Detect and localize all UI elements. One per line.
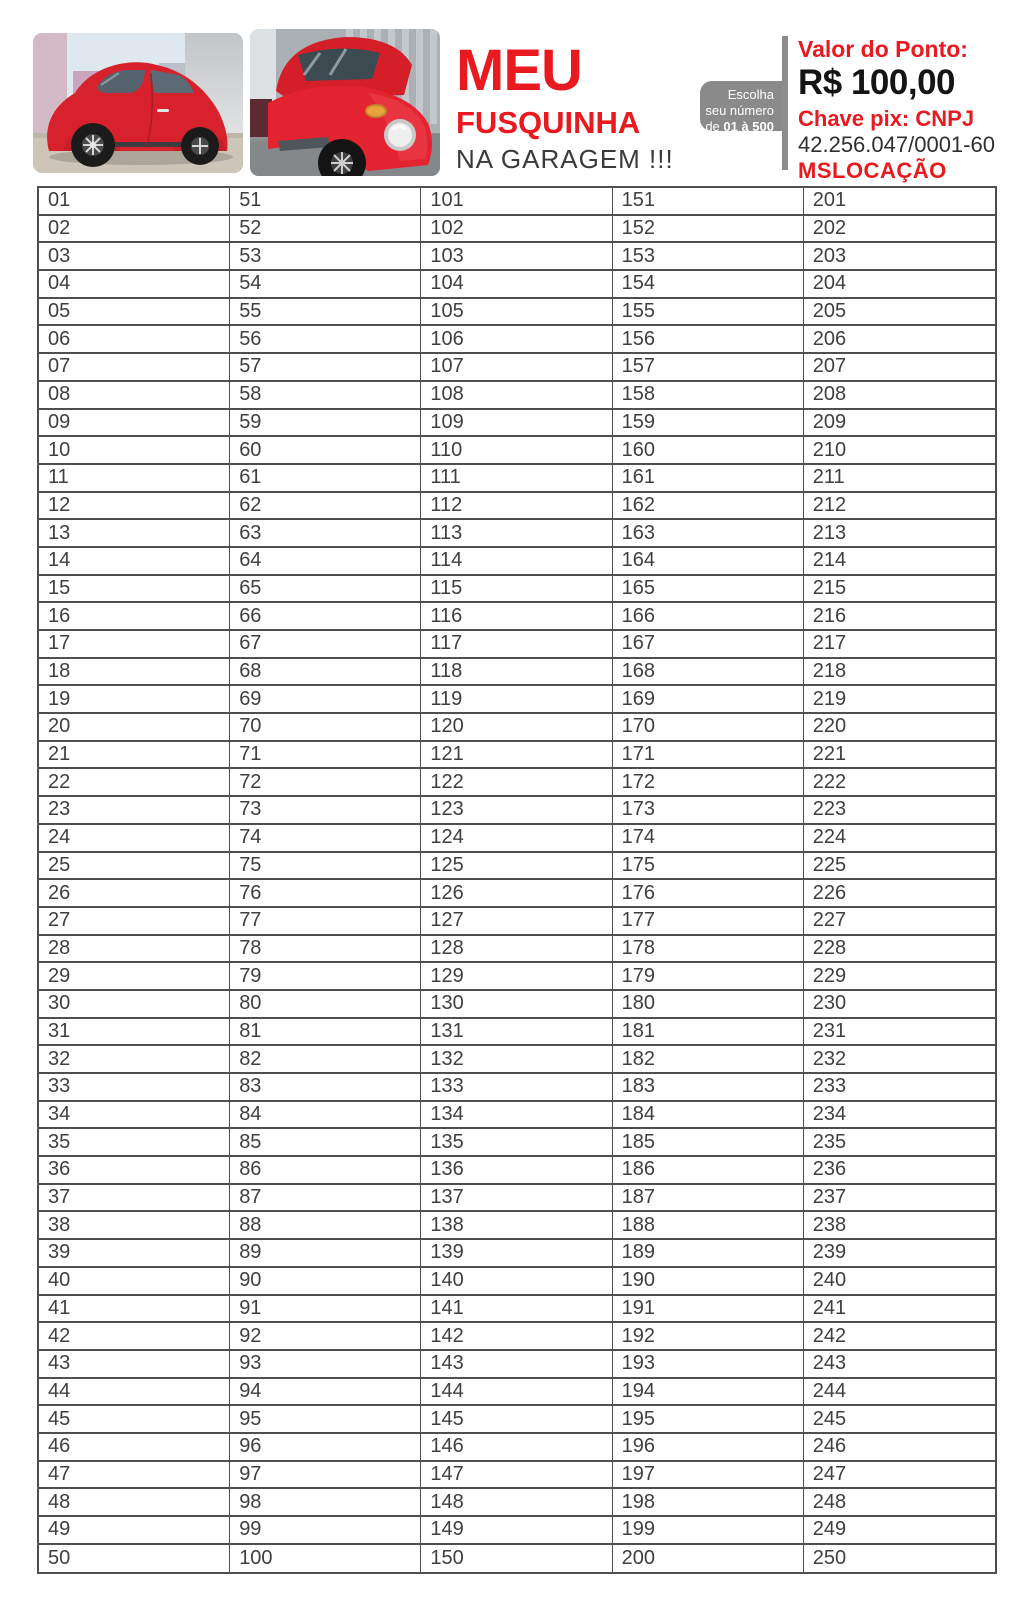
number-cell[interactable]: 100 [230,1545,421,1573]
number-cell[interactable]: 227 [804,908,995,936]
number-cell[interactable]: 144 [421,1379,612,1407]
pix-key-type: CNPJ [915,105,975,131]
number-cell[interactable]: 81 [230,1019,421,1047]
number-cell[interactable]: 24 [39,825,230,853]
number-cell[interactable]: 09 [39,410,230,438]
number-cell[interactable]: 112 [421,493,612,521]
company-name: MSLOCAÇÃO [798,158,947,184]
number-cell[interactable]: 53 [230,243,421,271]
number-cell[interactable]: 228 [804,936,995,964]
number-cell[interactable]: 44 [39,1379,230,1407]
number-cell[interactable]: 93 [230,1351,421,1379]
number-cell[interactable]: 111 [421,465,612,493]
number-cell[interactable]: 192 [613,1323,804,1351]
info-block [798,36,995,184]
number-cell[interactable]: 141 [421,1296,612,1324]
number-cell[interactable]: 56 [230,326,421,354]
number-cell[interactable]: 86 [230,1157,421,1185]
number-cell[interactable]: 110 [421,437,612,465]
number-cell[interactable]: 230 [804,991,995,1019]
number-cell[interactable]: 13 [39,520,230,548]
number-cell[interactable]: 147 [421,1462,612,1490]
number-cell[interactable]: 40 [39,1268,230,1296]
number-cell[interactable]: 138 [421,1212,612,1240]
number-cell[interactable]: 173 [613,797,804,825]
number-cell[interactable]: 04 [39,271,230,299]
number-cell[interactable]: 223 [804,797,995,825]
number-cell[interactable]: 63 [230,520,421,548]
number-cell[interactable]: 177 [613,908,804,936]
number-cell[interactable]: 57 [230,354,421,382]
number-cell[interactable]: 156 [613,326,804,354]
number-cell[interactable]: 166 [613,603,804,631]
number-cell[interactable]: 226 [804,880,995,908]
number-cell[interactable]: 42 [39,1323,230,1351]
number-cell[interactable]: 75 [230,853,421,881]
number-cell[interactable]: 142 [421,1323,612,1351]
number-cell[interactable]: 132 [421,1046,612,1074]
number-cell[interactable]: 29 [39,963,230,991]
badge-line-2: seu número [705,103,774,118]
title-block [456,38,674,174]
number-cell[interactable]: 240 [804,1268,995,1296]
number-cell[interactable]: 235 [804,1129,995,1157]
number-cell[interactable]: 213 [804,520,995,548]
number-cell[interactable]: 224 [804,825,995,853]
number-cell[interactable]: 200 [613,1545,804,1573]
number-cell[interactable]: 215 [804,576,995,604]
number-cell[interactable]: 134 [421,1102,612,1130]
number-cell[interactable]: 106 [421,326,612,354]
number-cell[interactable]: 131 [421,1019,612,1047]
number-cell[interactable]: 33 [39,1074,230,1102]
number-cell[interactable]: 60 [230,437,421,465]
number-cell[interactable]: 48 [39,1489,230,1517]
pix-number: 42.256.047/0001-60 [798,131,995,157]
number-cell[interactable]: 124 [421,825,612,853]
number-cell[interactable]: 174 [613,825,804,853]
number-cell[interactable]: 89 [230,1240,421,1268]
number-cell[interactable]: 74 [230,825,421,853]
number-cell[interactable]: 167 [613,631,804,659]
number-cell[interactable]: 130 [421,991,612,1019]
number-cell[interactable]: 201 [804,188,995,216]
number-cell[interactable]: 234 [804,1102,995,1130]
number-cell[interactable]: 168 [613,659,804,687]
number-cell[interactable]: 170 [613,714,804,742]
number-cell[interactable]: 249 [804,1517,995,1545]
number-cell[interactable]: 88 [230,1212,421,1240]
number-cell[interactable]: 43 [39,1351,230,1379]
number-cell[interactable]: 163 [613,520,804,548]
number-cell[interactable]: 126 [421,880,612,908]
number-cell[interactable]: 250 [812,1547,847,1570]
number-cell[interactable]: 73 [230,797,421,825]
number-cell[interactable]: 76 [230,880,421,908]
number-cell[interactable]: 83 [230,1074,421,1102]
number-cell[interactable]: 25 [39,853,230,881]
number-cell[interactable]: 178 [613,936,804,964]
number-cell[interactable]: 95 [230,1406,421,1434]
number-cell[interactable]: 12 [39,493,230,521]
number-cell[interactable]: 54 [230,271,421,299]
number-cell[interactable]: 233 [804,1074,995,1102]
number-cell[interactable]: 26 [39,880,230,908]
number-cell[interactable]: 214 [804,548,995,576]
number-cell[interactable]: 238 [804,1212,995,1240]
number-cell[interactable]: 70 [230,714,421,742]
number-cell[interactable]: 119 [421,686,612,714]
number-cell[interactable]: 211 [804,465,995,493]
number-cell[interactable]: 175 [613,853,804,881]
number-cell[interactable]: 108 [421,382,612,410]
number-cell[interactable]: 195 [613,1406,804,1434]
car-photo-side-view [33,33,243,173]
number-cell[interactable]: 65 [230,576,421,604]
number-cell[interactable]: 193 [613,1351,804,1379]
number-cell[interactable]: 32 [39,1046,230,1074]
vertical-divider [782,36,788,170]
number-cell[interactable]: 114 [421,548,612,576]
number-cell[interactable]: 203 [804,243,995,271]
number-cell[interactable]: 122 [421,769,612,797]
number-cell[interactable]: 98 [230,1489,421,1517]
number-cell[interactable]: 49 [39,1517,230,1545]
number-cell[interactable]: 10 [39,437,230,465]
number-cell[interactable]: 02 [39,216,230,244]
number-cell[interactable]: 64 [230,548,421,576]
number-cell[interactable]: 127 [421,908,612,936]
number-cell[interactable]: 180 [613,991,804,1019]
number-cell[interactable]: 62 [230,493,421,521]
number-cell[interactable]: 154 [613,271,804,299]
number-cell[interactable]: 18 [39,659,230,687]
number-cell[interactable]: 92 [230,1323,421,1351]
number-cell[interactable]: 68 [230,659,421,687]
number-cell[interactable]: 58 [230,382,421,410]
badge-line-3: de 01 à 500 [705,119,774,134]
number-cell[interactable]: 140 [421,1268,612,1296]
number-cell[interactable]: 189 [613,1240,804,1268]
number-cell[interactable]: 164 [613,548,804,576]
number-cell[interactable]: 210 [804,437,995,465]
number-cell[interactable]: 183 [613,1074,804,1102]
price-label: Valor do Ponto: [798,36,968,62]
number-cell[interactable]: 123 [421,797,612,825]
number-cell[interactable]: 206 [804,326,995,354]
number-cell[interactable]: 61 [230,465,421,493]
number-cell[interactable]: 218 [804,659,995,687]
number-cell[interactable]: 125 [421,853,612,881]
number-cell[interactable]: 244 [804,1379,995,1407]
number-cell[interactable]: 121 [421,742,612,770]
number-cell[interactable]: 05 [39,299,230,327]
number-cell[interactable]: 20 [39,714,230,742]
number-cell[interactable]: 212 [804,493,995,521]
number-cell[interactable]: 148 [421,1489,612,1517]
title-line-2: FUSQUINHA [456,105,641,140]
number-cell[interactable]: 208 [804,382,995,410]
number-cell[interactable]: 248 [804,1489,995,1517]
car-photo-side-view-illustration [33,33,243,173]
number-cell[interactable]: 151 [613,188,804,216]
number-cell[interactable]: 133 [421,1074,612,1102]
number-cell[interactable]: 06 [39,326,230,354]
title-line-3: NA GARAGEM !!! [456,144,674,174]
number-cell[interactable]: 204 [804,271,995,299]
number-cell[interactable]: 205 [804,299,995,327]
number-cell[interactable]: 120 [421,714,612,742]
number-cell[interactable]: 87 [230,1185,421,1213]
number-cell[interactable]: 198 [613,1489,804,1517]
number-cell[interactable]: 03 [39,243,230,271]
number-cell[interactable]: 221 [804,742,995,770]
number-cell[interactable]: 207 [804,354,995,382]
number-cell[interactable]: 239 [804,1240,995,1268]
number-cell[interactable]: 52 [230,216,421,244]
number-cell[interactable]: 45 [39,1406,230,1434]
number-cell[interactable]: 51 [230,188,421,216]
number-cell[interactable]: 90 [230,1268,421,1296]
number-cell[interactable]: 19 [39,686,230,714]
number-cell[interactable]: 172 [613,769,804,797]
number-cell[interactable]: 27 [39,908,230,936]
number-cell[interactable]: 84 [230,1102,421,1130]
number-cell[interactable]: 136 [421,1157,612,1185]
number-cell[interactable]: 59 [230,410,421,438]
number-cell[interactable]: 139 [421,1240,612,1268]
number-cell[interactable]: 21 [39,742,230,770]
number-cell[interactable]: 41 [39,1296,230,1324]
number-cell[interactable]: 185 [613,1129,804,1157]
badge-line-1: Escolha [727,87,774,102]
number-cell[interactable]: 187 [613,1185,804,1213]
number-cell[interactable]: 153 [613,243,804,271]
number-cell[interactable]: 245 [804,1406,995,1434]
number-cell[interactable]: 247 [804,1462,995,1490]
number-cell[interactable]: 22 [39,769,230,797]
number-cell[interactable]: 107 [421,354,612,382]
number-cell[interactable]: 188 [613,1212,804,1240]
number-cell[interactable]: 104 [421,271,612,299]
number-cell[interactable]: 85 [230,1129,421,1157]
number-cell[interactable]: 50 [39,1545,230,1573]
number-cell[interactable]: 47 [39,1462,230,1490]
number-cell[interactable]: 160 [613,437,804,465]
car-photo-front-view-illustration [250,29,440,176]
number-cell[interactable]: 128 [421,936,612,964]
number-cell[interactable]: 96 [230,1434,421,1462]
number-cell[interactable]: 220 [804,714,995,742]
number-cell[interactable]: 137 [421,1185,612,1213]
number-cell[interactable]: 155 [613,299,804,327]
number-cell[interactable]: 169 [613,686,804,714]
number-cell[interactable]: 07 [39,354,230,382]
number-cell[interactable]: 118 [421,659,612,687]
number-cell[interactable]: 94 [230,1379,421,1407]
number-cell[interactable]: 79 [230,963,421,991]
number-cell[interactable]: 232 [804,1046,995,1074]
number-cell[interactable]: 105 [421,299,612,327]
number-cell[interactable]: 01 [39,188,230,216]
number-cell[interactable]: 143 [421,1351,612,1379]
number-cell[interactable]: 181 [613,1019,804,1047]
number-cell[interactable]: 14 [39,548,230,576]
number-cell[interactable]: 236 [804,1157,995,1185]
number-cell[interactable]: 71 [230,742,421,770]
number-cell[interactable]: 243 [804,1351,995,1379]
number-cell[interactable]: 190 [613,1268,804,1296]
number-cell[interactable]: 17 [39,631,230,659]
number-cell[interactable]: 97 [230,1462,421,1490]
number-cell[interactable]: 196 [613,1434,804,1462]
number-cell[interactable]: 231 [804,1019,995,1047]
header [0,0,1023,186]
number-cell[interactable]: 165 [613,576,804,604]
number-cell[interactable]: 66 [230,603,421,631]
number-cell[interactable]: 152 [613,216,804,244]
number-cell[interactable]: 222 [804,769,995,797]
number-cell[interactable]: 28 [39,936,230,964]
number-cell[interactable]: 78 [230,936,421,964]
number-cell[interactable]: 217 [804,631,995,659]
number-cell[interactable]: 38 [39,1212,230,1240]
number-cell[interactable]: 191 [613,1296,804,1324]
number-cell[interactable]: 37 [39,1185,230,1213]
number-cell[interactable]: 69 [230,686,421,714]
number-cell[interactable]: 129 [421,963,612,991]
number-cell[interactable]: 101 [421,188,612,216]
number-cell[interactable]: 186 [613,1157,804,1185]
number-cell[interactable]: 176 [613,880,804,908]
number-cell[interactable]: 194 [613,1379,804,1407]
number-cell[interactable]: 161 [613,465,804,493]
number-cell[interactable]: 31 [39,1019,230,1047]
number-cell[interactable]: 102 [421,216,612,244]
number-cell[interactable]: 116 [421,603,612,631]
pix-line: Chave pix: CNPJ [798,105,975,131]
number-cell[interactable]: 16 [39,603,230,631]
number-cell[interactable]: 135 [421,1129,612,1157]
number-cell[interactable]: 146 [421,1434,612,1462]
number-cell[interactable]: 246 [804,1434,995,1462]
number-cell[interactable]: 197 [613,1462,804,1490]
number-cell[interactable]: 80 [230,991,421,1019]
number-cell[interactable]: 113 [421,520,612,548]
number-cell[interactable]: 162 [613,493,804,521]
number-cell[interactable]: 145 [421,1406,612,1434]
number-cell[interactable]: 157 [613,354,804,382]
number-cell[interactable]: 184 [613,1102,804,1130]
number-cell[interactable]: 39 [39,1240,230,1268]
number-cell[interactable]: 30 [39,991,230,1019]
number-cell[interactable]: 11 [39,465,230,493]
number-cell[interactable]: 242 [804,1323,995,1351]
car-photo-front-view [250,29,440,176]
price-value: R$ 100,00 [798,63,956,103]
number-cell[interactable]: 199 [613,1517,804,1545]
number-cell[interactable]: 82 [230,1046,421,1074]
number-range-badge [700,81,782,134]
number-cell[interactable]: 109 [421,410,612,438]
number-cell[interactable]: 149 [421,1517,612,1545]
number-cell[interactable]: 34 [39,1102,230,1130]
number-cell[interactable]: 241 [804,1296,995,1324]
number-cell[interactable]: 117 [421,631,612,659]
number-cell[interactable]: 15 [39,576,230,604]
number-cell[interactable]: 72 [230,769,421,797]
number-cell[interactable]: 35 [39,1129,230,1157]
number-cell[interactable]: 46 [39,1434,230,1462]
number-cell[interactable]: 67 [230,631,421,659]
number-cell[interactable]: 159 [613,410,804,438]
number-cell[interactable]: 237 [804,1185,995,1213]
number-cell[interactable]: 103 [421,243,612,271]
number-cell[interactable]: 08 [39,382,230,410]
number-cell[interactable]: 91 [230,1296,421,1324]
number-cell[interactable]: 171 [613,742,804,770]
number-cell[interactable]: 115 [421,576,612,604]
number-cell[interactable]: 209 [804,410,995,438]
number-cell[interactable]: 202 [804,216,995,244]
number-cell[interactable]: 150 [421,1545,612,1573]
number-cell[interactable]: 99 [230,1517,421,1545]
number-cell[interactable]: 179 [613,963,804,991]
number-cell[interactable]: 225 [804,853,995,881]
number-cell[interactable]: 219 [804,686,995,714]
number-cell[interactable]: 77 [230,908,421,936]
number-cell[interactable]: 229 [804,963,995,991]
number-cell[interactable]: 23 [39,797,230,825]
title-line-1: MEU [456,38,582,103]
number-cell[interactable]: 182 [613,1046,804,1074]
number-cell[interactable]: 55 [230,299,421,327]
number-cell[interactable]: 36 [39,1157,230,1185]
numbers-table [37,186,997,1574]
number-cell[interactable]: 216 [804,603,995,631]
number-cell[interactable]: 158 [613,382,804,410]
